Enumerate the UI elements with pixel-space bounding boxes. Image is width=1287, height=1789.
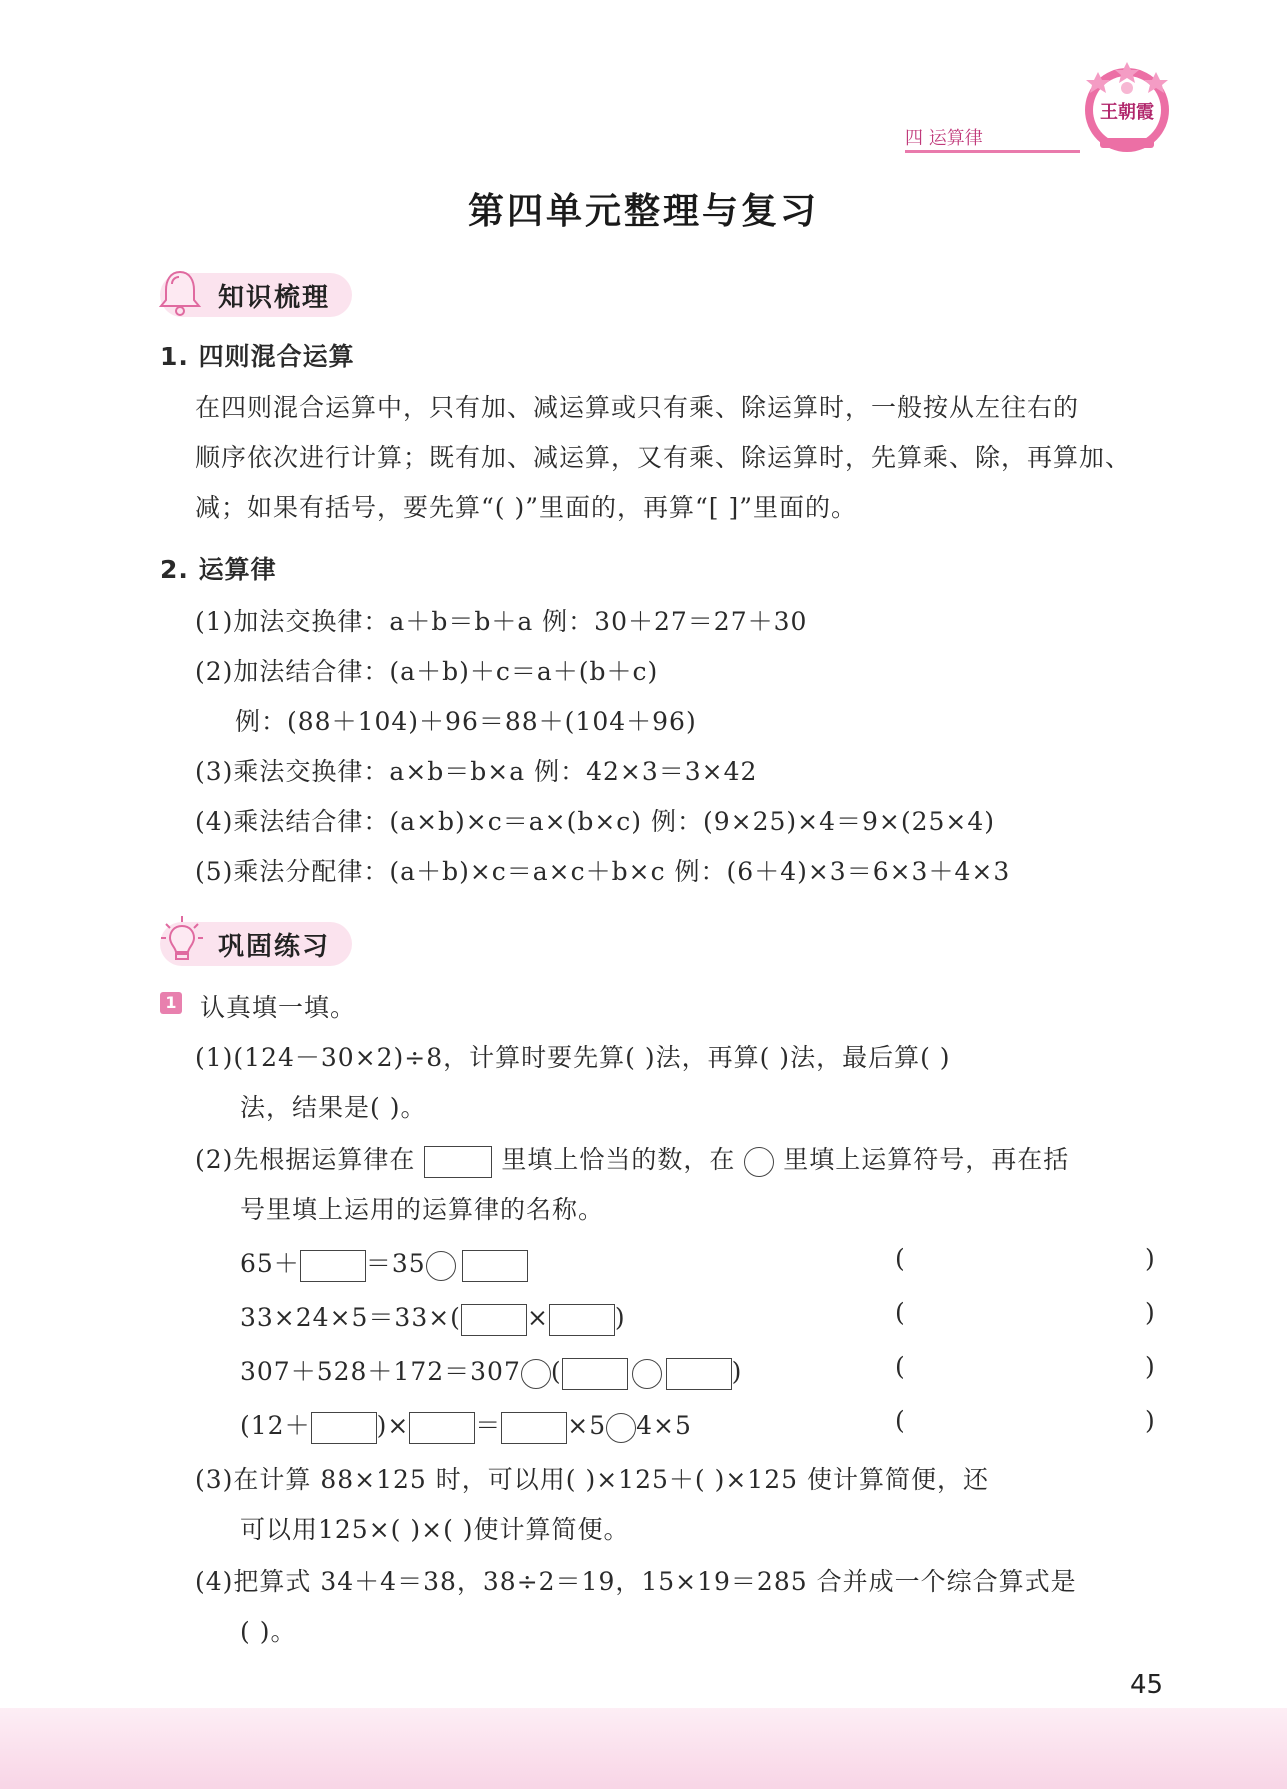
law-associative-multiplication: (4)乘法结合律：(a×b)×c＝a×(b×c) 例：(9×25)×4＝9×(25×4) bbox=[195, 807, 996, 836]
law-commutative-addition: (1)加法交换律：a＋b＝b＋a 例：30＋27＝27＋30 bbox=[195, 607, 808, 636]
page-number: 45 bbox=[1130, 1670, 1164, 1700]
answer-box[interactable] bbox=[311, 1412, 377, 1444]
answer-box[interactable] bbox=[549, 1304, 615, 1336]
question-part-2-line: (2)先根据运算律在 里填上恰当的数，在 里填上运算符号，再在括 bbox=[195, 1140, 1069, 1178]
subsection-title-laws: 2. 运算律 bbox=[160, 555, 277, 584]
equation-row: 33×24×5＝33×( × ) bbox=[240, 1298, 626, 1336]
question-title: 认真填一填。 bbox=[200, 993, 357, 1022]
question-part-3-line: 可以用125×( )×( )使计算简便。 bbox=[240, 1515, 630, 1544]
question-part-1-line: 法，结果是( )。 bbox=[240, 1093, 427, 1122]
law-commutative-multiplication: (3)乘法交换律：a×b＝b×a 例：42×3＝3×42 bbox=[195, 757, 758, 786]
answer-box[interactable] bbox=[461, 1304, 527, 1336]
law-answer-paren-open: ( bbox=[895, 1406, 906, 1435]
brand-logo-text: 王朝霞 bbox=[1100, 102, 1154, 123]
brand-logo-badge bbox=[1078, 58, 1176, 156]
operator-circle[interactable] bbox=[521, 1359, 551, 1389]
law-distributive: (5)乘法分配律：(a＋b)×c＝a×c＋b×c 例：(6＋4)×3＝6×3＋4×3 bbox=[195, 857, 1011, 886]
question-part-2-line: 号里填上运用的运算律的名称。 bbox=[240, 1195, 605, 1224]
subsection-title-mixed-operations: 1. 四则混合运算 bbox=[160, 342, 355, 371]
page-title: 第四单元整理与复习 bbox=[467, 191, 819, 232]
law-answer-paren-close: ) bbox=[1145, 1298, 1156, 1327]
answer-box[interactable] bbox=[562, 1358, 628, 1390]
answer-box[interactable] bbox=[462, 1250, 528, 1282]
answer-box[interactable] bbox=[409, 1412, 475, 1444]
section-label: 巩固练习 bbox=[218, 931, 331, 962]
law-associative-addition: (2)加法结合律：(a＋b)＋c＝a＋(b＋c) bbox=[195, 657, 659, 686]
example-blank-box bbox=[424, 1146, 492, 1178]
answer-box[interactable] bbox=[666, 1358, 732, 1390]
paragraph-line: 在四则混合运算中，只有加、减运算或只有乘、除运算时，一般按从左往右的 bbox=[195, 393, 1080, 422]
law-answer-paren-close: ) bbox=[1145, 1352, 1156, 1381]
footer-band bbox=[0, 1708, 1287, 1789]
chapter-tab: 四 运算律 bbox=[905, 128, 983, 149]
law-answer-paren-open: ( bbox=[895, 1298, 906, 1327]
question-part-4-line: ( )。 bbox=[240, 1617, 297, 1646]
operator-circle[interactable] bbox=[632, 1359, 662, 1389]
paragraph-line: 减；如果有括号，要先算“( )”里面的，再算“[ ]”里面的。 bbox=[195, 493, 858, 522]
bell-icon bbox=[158, 266, 202, 318]
operator-circle[interactable] bbox=[606, 1413, 636, 1443]
paragraph-line: 顺序依次进行计算；既有加、减运算，又有乘、除运算时，先算乘、除，再算加、 bbox=[195, 443, 1132, 472]
law-answer-paren-open: ( bbox=[895, 1352, 906, 1381]
equation-row: 307＋528＋172＝307 ( ) bbox=[240, 1352, 742, 1390]
equation-row: (12＋ )× ＝ ×5 4×5 bbox=[240, 1406, 692, 1444]
chapter-underline bbox=[905, 150, 1080, 153]
law-answer-paren-close: ) bbox=[1145, 1406, 1156, 1435]
equation-row: 65＋ ＝35 bbox=[240, 1244, 528, 1282]
law-answer-paren-open: ( bbox=[895, 1244, 906, 1273]
example-circle bbox=[744, 1147, 774, 1177]
operator-circle[interactable] bbox=[426, 1251, 456, 1281]
lightbulb-icon bbox=[160, 914, 204, 966]
question-number-badge: 1 bbox=[160, 992, 182, 1014]
law-associative-addition-example: 例：(88＋104)＋96＝88＋(104＋96) bbox=[235, 707, 697, 736]
answer-box[interactable] bbox=[501, 1412, 567, 1444]
question-part-3-line: (3)在计算 88×125 时，可以用( )×125＋( )×125 使计算简便，还 bbox=[195, 1465, 989, 1494]
question-part-4-line: (4)把算式 34＋4＝38，38÷2＝19，15×19＝285 合并成一个综合算式是 bbox=[195, 1567, 1077, 1596]
law-answer-paren-close: ) bbox=[1145, 1244, 1156, 1273]
question-part-1-line: (1)(124－30×2)÷8，计算时要先算( )法，再算( )法，最后算( ) bbox=[195, 1043, 951, 1072]
answer-box[interactable] bbox=[300, 1250, 366, 1282]
section-label: 知识梳理 bbox=[218, 282, 331, 313]
